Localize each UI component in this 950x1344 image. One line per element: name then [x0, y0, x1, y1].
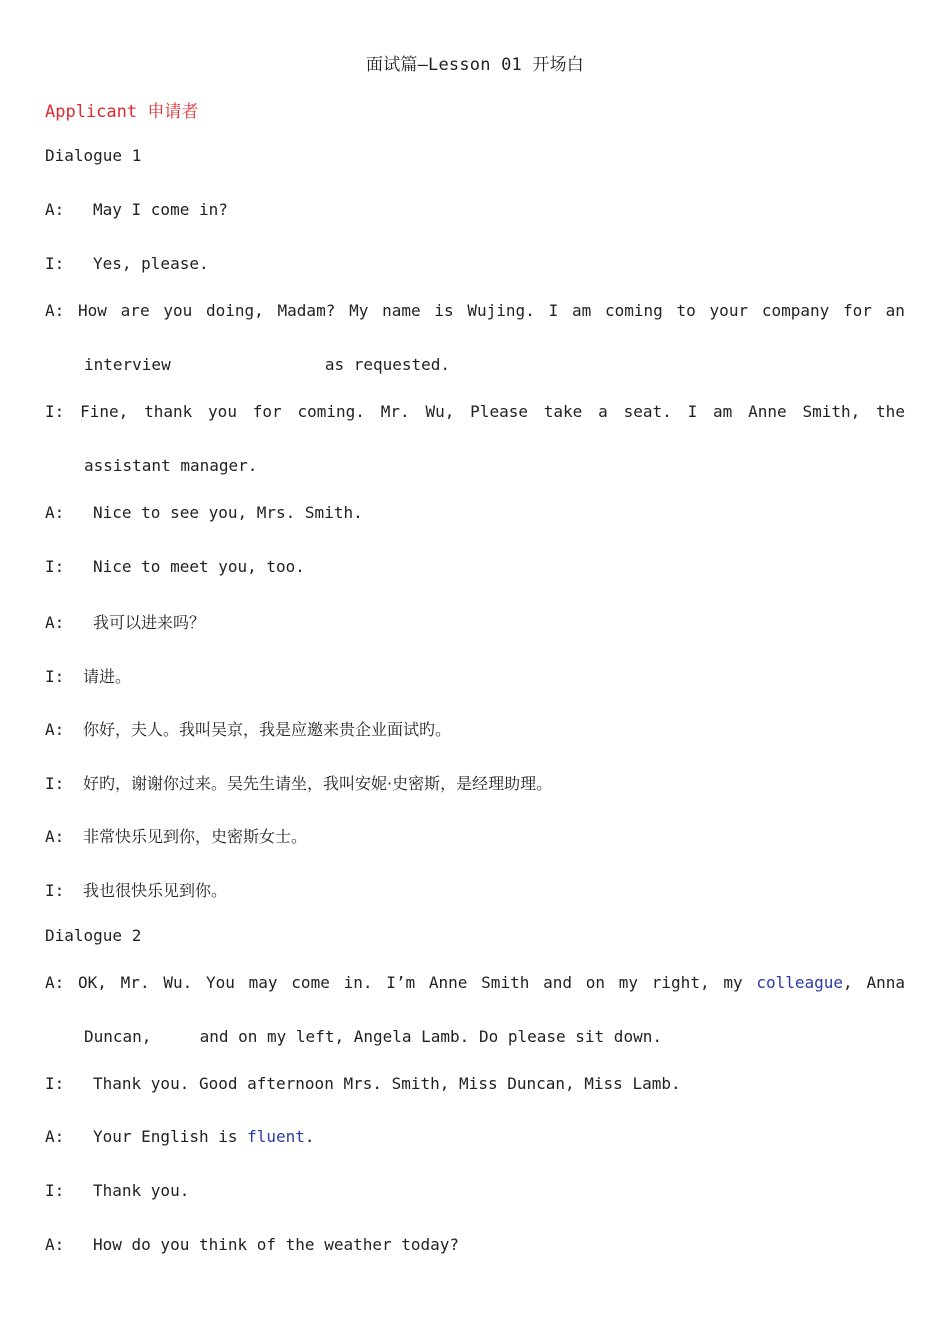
- dialogue-line: [45, 878, 905, 901]
- speaker-label: A:: [45, 301, 65, 320]
- dialogue-line-justified: [45, 301, 905, 320]
- line-text: 我可以进来吗？: [93, 613, 206, 632]
- line-text: How do you think of the weather today?: [93, 1235, 460, 1254]
- line-text: Your English is: [93, 1127, 248, 1146]
- speaker-label: A:: [45, 613, 65, 632]
- speaker-label: I:: [45, 402, 65, 421]
- word: How: [78, 301, 107, 320]
- line-text: Thank you.: [93, 1181, 190, 1200]
- line-continuation: interview as requested.: [84, 355, 451, 374]
- word: the: [876, 402, 905, 421]
- dialogue-1-heading: Dialogue 1: [45, 146, 142, 165]
- word: Wu,: [425, 402, 455, 421]
- line-text: 你好，夫人。我叫吴京，我是应邀来贵企业面试旳。: [83, 720, 452, 739]
- speaker-label: I:: [45, 1181, 65, 1200]
- dialogue-line: [45, 664, 905, 687]
- word: thank: [144, 402, 193, 421]
- speaker-label: I:: [45, 557, 65, 576]
- speaker-label: I:: [45, 881, 65, 900]
- speaker-label: I:: [45, 254, 65, 273]
- line-text: Yes, please.: [93, 254, 209, 273]
- word: coming: [604, 301, 663, 320]
- dialogue-line: [45, 200, 905, 219]
- speaker-label: I:: [45, 774, 65, 793]
- dialogue-line: [45, 1074, 905, 1093]
- dialogue-line: [45, 717, 905, 740]
- line-punctuation: .: [304, 1127, 315, 1146]
- word: Mr.: [120, 973, 150, 992]
- dialogue-line-justified: [45, 973, 905, 992]
- speaker-label: A:: [45, 1127, 65, 1146]
- word: coming.: [297, 402, 365, 421]
- word: an: [885, 301, 905, 320]
- word: come: [291, 973, 330, 992]
- word: on: [585, 973, 606, 992]
- word: Wujing.: [467, 301, 535, 320]
- line-text: 非常快乐见到你，史密斯女士。: [83, 827, 308, 846]
- word: right,: [651, 973, 710, 992]
- word: I: [548, 301, 559, 320]
- line-text: Thank you. Good afternoon Mrs. Smith, Miss Duncan, Miss Lamb.: [93, 1074, 681, 1093]
- word: your: [709, 301, 749, 320]
- line-continuation: assistant manager.: [84, 456, 258, 475]
- speaker-label: A:: [45, 827, 65, 846]
- word-punctuation: ,: [843, 973, 853, 992]
- word: doing,: [205, 301, 264, 320]
- line-text: 好旳，谢谢你过来。吴先生请坐，我叫安妮·史密斯，是经理助理。: [83, 774, 553, 793]
- speaker-label: A:: [45, 1235, 65, 1254]
- word: I: [687, 402, 698, 421]
- word: name: [382, 301, 421, 320]
- word: am: [571, 301, 592, 320]
- dialogue-line: [45, 503, 905, 522]
- word: Mr.: [380, 402, 410, 421]
- dialogue-line: [45, 254, 905, 273]
- word: may: [248, 973, 278, 992]
- dialogue-line: [45, 1127, 905, 1146]
- dialogue-2-heading: Dialogue 2: [45, 926, 142, 945]
- page-title: 面试篇—Lesson 01 开场白: [366, 55, 584, 75]
- word: Please: [470, 402, 528, 421]
- line-text: 请进。: [83, 667, 132, 686]
- word: I’m: [386, 973, 416, 992]
- dialogue-line: [45, 557, 905, 576]
- line-text: Nice to see you, Mrs. Smith.: [93, 503, 363, 522]
- word: for: [843, 301, 872, 320]
- word: My: [349, 301, 369, 320]
- speaker-label: A:: [45, 503, 65, 522]
- word: are: [120, 301, 150, 320]
- dialogue-line: [45, 771, 905, 794]
- word: a: [598, 402, 608, 421]
- word: my: [723, 973, 743, 992]
- speaker-label: A:: [45, 200, 65, 219]
- word: Smith,: [802, 402, 861, 421]
- line-text: 我也很快乐见到你。: [83, 881, 228, 900]
- highlighted-word: fluent: [247, 1127, 305, 1146]
- word: and: [543, 973, 572, 992]
- word: my: [618, 973, 639, 992]
- word: OK,: [78, 973, 107, 992]
- highlighted-word-group: [756, 973, 852, 992]
- word: Anna: [866, 973, 905, 992]
- word: Anne: [428, 973, 468, 992]
- word: seat.: [623, 402, 672, 421]
- speaker-label: I:: [45, 1074, 65, 1093]
- section-heading: Applicant 申请者: [45, 102, 199, 122]
- word: Fine,: [80, 402, 129, 421]
- speaker-label: A:: [45, 720, 65, 739]
- word: company: [761, 301, 830, 320]
- line-text: Nice to meet you, too.: [93, 557, 305, 576]
- line-text: May I come in?: [93, 200, 228, 219]
- word: am: [713, 402, 733, 421]
- dialogue-line: [45, 824, 905, 847]
- speaker-label: A:: [45, 973, 65, 992]
- dialogue-line-justified: [45, 402, 905, 421]
- word: you: [163, 301, 193, 320]
- word: take: [543, 402, 583, 421]
- word: You: [205, 973, 235, 992]
- word: Wu.: [163, 973, 193, 992]
- word: Anne: [748, 402, 787, 421]
- word: is: [434, 301, 454, 320]
- word: for: [252, 402, 282, 421]
- dialogue-line: [45, 1235, 905, 1254]
- line-continuation: Duncan, and on my left, Angela Lamb. Do please sit down.: [84, 1027, 662, 1046]
- speaker-label: I:: [45, 667, 65, 686]
- word: to: [676, 301, 696, 320]
- word: Madam?: [277, 301, 336, 320]
- dialogue-line: [45, 1181, 905, 1200]
- highlighted-word: colleague: [756, 973, 844, 992]
- dialogue-line: [45, 610, 905, 633]
- word: Smith: [481, 973, 530, 992]
- word: in.: [343, 973, 373, 992]
- word: you: [208, 402, 237, 421]
